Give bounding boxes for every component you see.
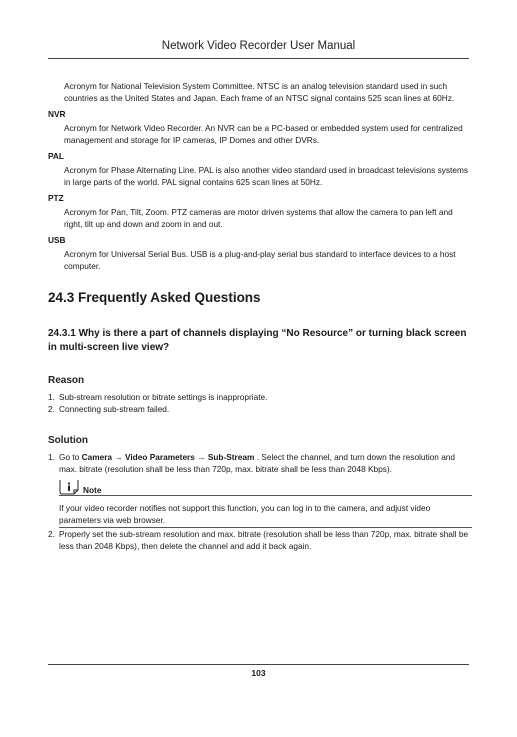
solution-list	[48, 451, 472, 475]
note-header	[59, 479, 472, 495]
glossary-term: PAL	[48, 151, 64, 161]
glossary-entry-ptz	[48, 192, 472, 230]
reason-list	[48, 391, 472, 415]
list-number: 2.	[48, 404, 55, 414]
list-item	[48, 451, 472, 475]
list-number: 2.	[48, 529, 55, 539]
list-text: Properly set the sub-stream resolution and max. bitrate (resolution shall be less than 720p, max. bitrate shall be less than 2048 Kbps), then delete the channel and add it back again.	[59, 529, 469, 551]
glossary-term: NVR	[48, 109, 66, 119]
note-divider	[59, 495, 472, 496]
glossary-entry-usb	[48, 234, 472, 272]
glossary-entry-nvr	[48, 108, 472, 146]
step-suffix: . Select the channel, and turn down the resolution and max. bitrate (resolution shall be less than 720p, max. bitrate shall be less than 2048 Kbps).	[59, 452, 456, 474]
page-content	[48, 80, 472, 552]
note-label: Note	[83, 485, 102, 495]
note-box	[59, 479, 472, 528]
header-divider	[48, 58, 469, 59]
glossary-definition: Acronym for National Television System Committee. NTSC is an analog television standard used in such countries as the United States and Japan. Each frame of an NTSC signal contains 525 scan lines at 60Hz.	[64, 81, 455, 103]
question-title: 24.3.1 Why is there a part of channels displaying “No Resource” or turning black screen in multi-screen live view?	[48, 328, 467, 353]
list-text	[59, 451, 472, 475]
page-number: 103	[251, 668, 266, 678]
note-icon	[59, 479, 81, 495]
reason-heading: Reason	[48, 375, 85, 386]
running-header: Network Video Recorder User Manual	[161, 40, 356, 52]
glossary-definition: Acronym for Phase Alternating Line. PAL is also another video standard used in broadcast televisions systems in large parts of the world. PAL signal contains 625 scan lines at 50Hz.	[64, 165, 468, 187]
list-number: 1.	[48, 452, 55, 462]
solution-heading: Solution	[48, 435, 88, 446]
list-number: 1.	[48, 392, 55, 402]
footer-divider	[48, 664, 469, 665]
section-title: 24.3 Frequently Asked Questions	[48, 290, 261, 305]
glossary-definition: Acronym for Pan, Tilt, Zoom. PTZ cameras are motor driven systems that allow the camera to pan left and right, tilt up and down and zoom in and out.	[64, 207, 453, 229]
list-item	[48, 391, 472, 403]
glossary-term: USB	[48, 235, 66, 245]
glossary-entry-pal	[48, 150, 472, 188]
glossary-ntsc	[48, 80, 472, 104]
glossary-definition: Acronym for Network Video Recorder. An NVR can be a PC-based or embedded system used for centralized management and storage for IP cameras, IP Domes and other DVRs.	[64, 123, 463, 145]
menu-path: Camera → Video Parameters → Sub-Stream	[81, 452, 255, 462]
list-text: Sub-stream resolution or bitrate settings is inappropriate.	[59, 392, 268, 402]
note-text: If your video recorder notifies not support this function, you can log in to the camera, and adjust video parameters via web browser.	[59, 503, 431, 525]
solution-list-continued	[48, 528, 472, 552]
glossary-term: PTZ	[48, 193, 64, 203]
glossary-definition: Acronym for Universal Serial Bus. USB is a plug-and-play serial bus standard to interface devices to a host computer.	[64, 249, 456, 271]
list-text: Connecting sub-stream failed.	[59, 404, 170, 414]
list-item	[48, 403, 472, 415]
list-item	[48, 528, 472, 552]
step-prefix: Go to	[59, 452, 82, 462]
